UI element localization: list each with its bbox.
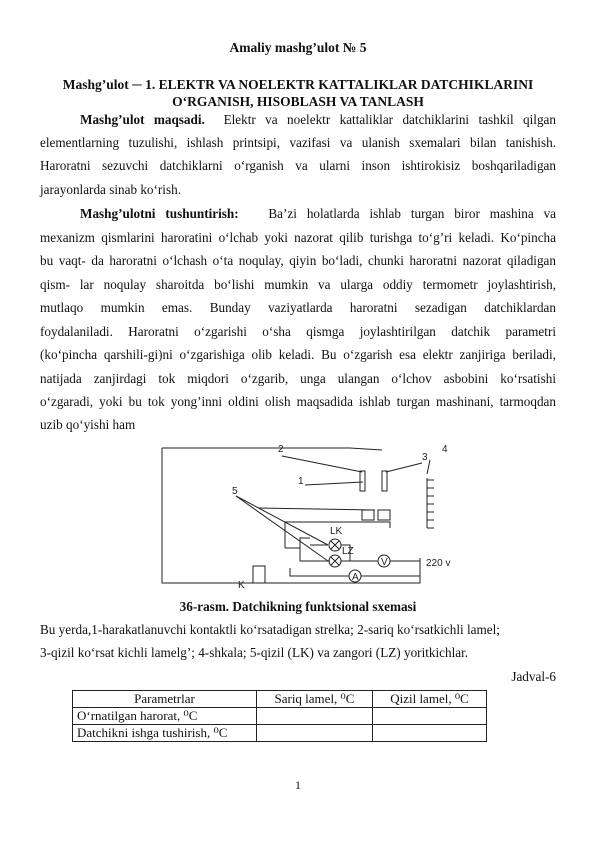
explanation-line-1: Mashg’ulotni tushuntirish: Ba’zi holatlarda ishlab turgan biror mashina va (80, 206, 557, 221)
label-voltage: 220 v (426, 558, 451, 569)
purpose-line-2: elementlarning tuzulishi, ishlash printsipi, vazifasi va ulanish sxemalari bilan tanishish. (40, 135, 556, 150)
purpose-line-1: Mashg’ulot maqsadi. Elektr va noelektr kattaliklar datchiklarini tashkil qilgan (80, 112, 556, 127)
explanation-line-6: foydalaniladi. Haroratni o‘zgarishi o‘sha qismga joylashtirilgan datchik parametri (40, 324, 556, 339)
row-2-yellow (257, 725, 373, 742)
purpose-line-3: Haroratni sezuvchi datchiklarni o‘rganish va ularni inson ishtirokisiz boshqariladigan (40, 158, 556, 173)
label-3: 3 (422, 452, 428, 463)
yellow-lamel (360, 471, 365, 491)
purpose-label: Mashg’ulot maqsadi. (80, 112, 205, 127)
figure-caption: 36-rasm. Datchikning funktsional sxemasi (179, 599, 417, 614)
table-row (73, 725, 487, 742)
table-label: Jadval-6 (511, 669, 556, 684)
parameters-table (72, 690, 487, 742)
label-4: 4 (442, 444, 448, 455)
explanation-line-3: bu vaqt- da haroratni o‘lchash o‘ta noqulay, qiyin bo‘ladi, chunki haroratni nazorat qiladigan (40, 253, 556, 268)
scale-ticks (427, 480, 434, 528)
label-1: 1 (298, 476, 304, 487)
table-row (73, 708, 487, 725)
row-2-red (372, 725, 486, 742)
row-1-param: O‘rnatilgan harorat, ⁰C (73, 708, 257, 725)
leader-1 (305, 482, 363, 485)
row-1-yellow (257, 708, 373, 725)
leader-5-lk (236, 496, 328, 545)
section-heading-line-1: Mashg’ulot ─ 1. ELEKTR VA NOELEKTR KATTALIKLAR DATCHIKLARINI (62, 77, 534, 92)
label-lk: LK (330, 526, 343, 537)
contact-block-2 (378, 510, 390, 520)
header-red-lamel: Qizil lamel, ⁰C (372, 691, 486, 708)
explanation-label: Mashg’ulotni tushuntirish: (80, 206, 239, 221)
page-number: 1 (295, 778, 301, 792)
sensor-scheme-figure (150, 438, 470, 598)
header-yellow-lamel: Sariq lamel, ⁰C (257, 691, 373, 708)
leader-5-lz (236, 496, 328, 561)
header-parameters: Parametrlar (73, 691, 257, 708)
leader-3 (386, 463, 422, 472)
leader-2 (282, 456, 362, 472)
legend-line-1: Bu yerda,1-harakatlanuvchi kontaktli ko‘rsatadigan strelka; 2-sariq ko‘rsatkichli lamel; (40, 622, 500, 637)
label-k: K (238, 580, 245, 591)
contact-block (362, 510, 374, 520)
label-2: 2 (278, 444, 284, 455)
purpose-line-4: jarayonlarda sinab ko‘rish. (40, 182, 181, 197)
label-v: V (381, 557, 388, 568)
explanation-line-5: mutlaqo mumkin emas. Bunday vaziyatlarda haroratni sezadigan datchiklardan (40, 300, 556, 315)
explanation-line-7: (ko‘pincha qarshili-gi)ni o‘zgarishiga olib keladi. Bu o‘zgarish esa elektr zanjiriga beriladi, (40, 347, 556, 362)
label-lz: LZ (342, 546, 354, 557)
legend-line-2: 3-qizil ko‘rsat kichli lamelg’; 4-shkala; 5-qizil (LK) va zangori (LZ) yoritkichlar. (40, 645, 469, 660)
row-2-param: Datchikni ishga tushirish, ⁰C (73, 725, 257, 742)
explanation-line-8: natijada zanjirdagi tok miqdori o‘zgarib, unga ulangan o‘lchov asbobini ko‘rsatishi (40, 371, 556, 386)
explanation-line-2: mexanizm qismlarini haroratini o‘lchab yoki nazorat qilib turishga to‘g’ri keladi. Ko‘pincha (40, 230, 556, 245)
switch-k (253, 566, 265, 583)
explanation-line-9: o‘zgaradi, yoki bu tok yong’inni oldini olish maqsadida ishlab turgan mashinani, tarmoqdan (40, 394, 556, 409)
explanation-line-4: qism- lar noqulay sharoitda bo‘lishi mumkin va ularga oddiy termometr joylashtirish, (40, 277, 556, 292)
row-1-red (372, 708, 486, 725)
pointer-arrow (258, 508, 375, 510)
red-lamel (382, 471, 387, 491)
table-header-row (73, 691, 487, 708)
explanation-line-10: uzib qo‘yishi ham (40, 417, 136, 432)
page-title: Amaliy mashg’ulot № 5 (229, 40, 367, 55)
wire-to-lamel (350, 448, 382, 450)
label-5: 5 (232, 486, 238, 497)
label-a: A (352, 572, 359, 583)
section-heading-line-2: O‘RGANISH, HISOBLASH VA TANLASH (172, 94, 424, 109)
